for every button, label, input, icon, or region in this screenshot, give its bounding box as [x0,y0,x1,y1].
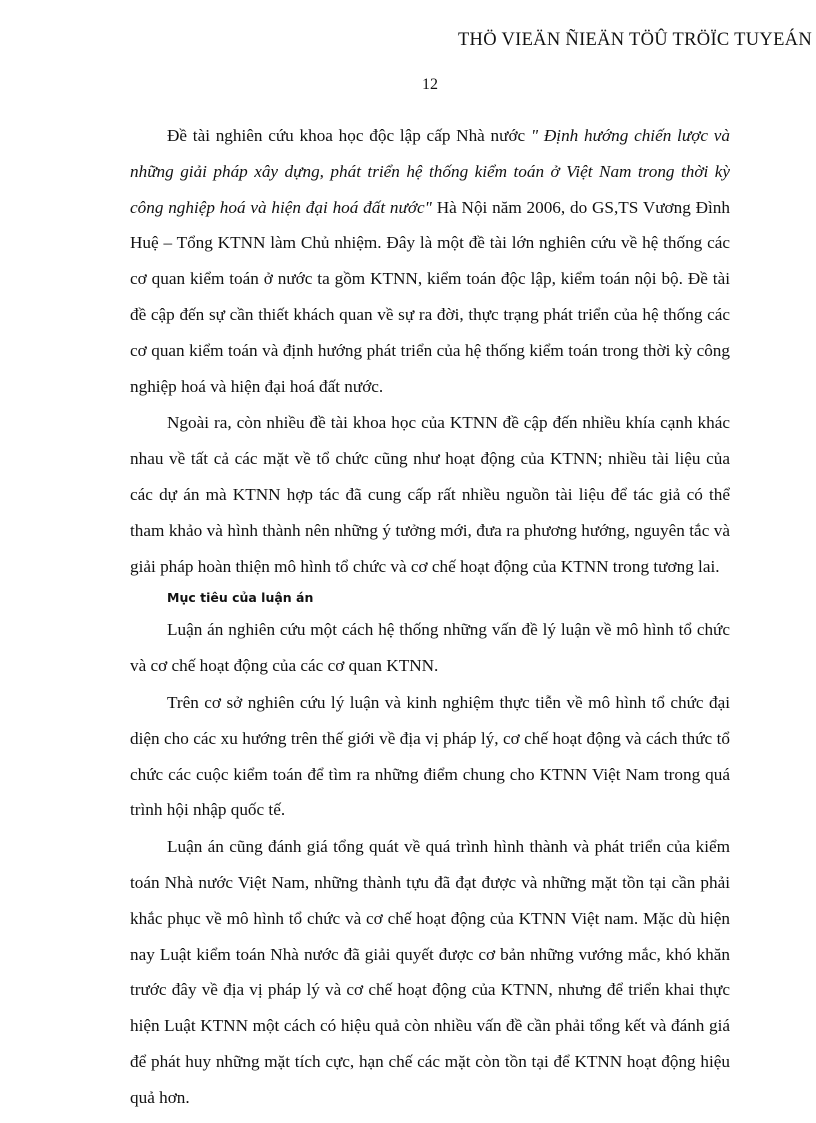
paragraph-3: Luận án nghiên cứu một cách hệ thống những vấn đề lý luận về mô hình tổ chức và cơ chế hoạt động của các cơ quan KTNN. [130,620,730,676]
paragraph-1-rest: Hà Nội năm 2006, do GS,TS Vương Đình Huệ – Tổng KTNN làm Chủ nhiệm. Đây là một đề tài lớn nghiên cứu về hệ thống các cơ quan kiểm toán ở nước ta gồm KTNN, kiểm toán độc lập, kiểm toán nội bộ. Đề tài đề cập đến sự cần thiết khách quan về sự ra đời, thực trạng phát triển của hệ thống các cơ quan kiểm toán và định hướng phát triển của hệ thống kiểm toán trong thời kỳ công nghiệp hoá và hiện đại hoá đất nước. [130,197,730,396]
section-heading: Mục tiêu của luận án [167,590,314,606]
body-text [130,118,730,1116]
paragraph-2: Ngoài ra, còn nhiều đề tài khoa học của KTNN đề cập đến nhiều khía cạnh khác nhau về tất cả các mặt về tổ chức cũng như hoạt động của KTNN; nhiều tài liệu của các dự án mà KTNN hợp tác đã cung cấp rất nhiều nguồn tài liệu để tác giả có thể tham khảo và hình thành nên những ý tưởng mới, đưa ra phương hướng, nguyên tắc và giải pháp hoàn thiện mô hình tổ chức và cơ chế hoạt động của KTNN trong tương lai. [130,413,730,576]
paragraph-4: Trên cơ sở nghiên cứu lý luận và kinh nghiệm thực tiễn về mô hình tổ chức đại diện cho các xu hướng trên thế giới về địa vị pháp lý, cơ chế hoạt động và cách thức tổ chức các cuộc kiểm toán để tìm ra những điểm chung cho KTNN Việt Nam trong quá trình hội nhập quốc tế. [130,692,730,820]
paragraph-1-lead: Đề tài nghiên cứu khoa học độc lập cấp Nhà nước [167,126,531,145]
running-header: THÖ VIEÄN ÑIEÄN TÖÛ TRÖÏC TUYEÁN [457,30,812,50]
paragraph-1 [130,118,730,404]
paragraph-5: Luận án cũng đánh giá tổng quát về quá trình hình thành và phát triển của kiểm toán Nhà nước Việt Nam, những thành tựu đã đạt được và những mặt tồn tại cần phải khắc phục về mô hình tổ chức và cơ chế hoạt động của KTNN Việt nam. Mặc dù hiện nay Luật kiểm toán Nhà nước đã giải quyết được cơ bản những vướng mắc, khó khăn trước đây về địa vị pháp lý và cơ chế hoạt động của KTNN, nhưng để triển khai thực hiện Luật KTNN một cách có hiệu quả còn nhiều vấn đề cần phải tổng kết và đánh giá để phát huy những mặt tích cực, hạn chế các mặt còn tồn tại để KTNN hoạt động hiệu quả hơn. [130,837,730,1107]
page-number: 12 [422,76,438,93]
project-title: " Định hướng chiến lược và những giải pháp xây dựng, phát triển hệ thống kiểm toán ở Việt Nam trong thời kỳ công nghiệp hoá và hiện đại hoá đất nước" [130,126,730,217]
